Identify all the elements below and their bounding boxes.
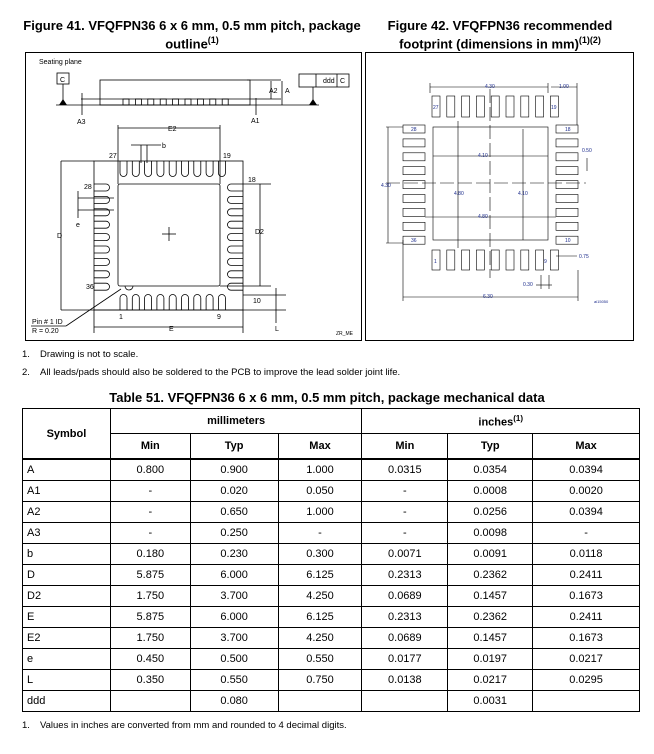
value-cell: 0.0354	[448, 459, 533, 481]
top-lead	[194, 161, 201, 177]
dim-4-80-horizontal: 4.80	[478, 214, 488, 220]
table-row	[23, 691, 640, 712]
label-pin-1: 1	[119, 314, 123, 321]
value-cell: 1.750	[110, 586, 190, 607]
inches-label: inches	[478, 416, 514, 429]
value-cell: 3.700	[190, 586, 278, 607]
table-footnote	[22, 720, 347, 731]
table-title: Table 51. VFQFPN36 6 x 6 mm, 0.5 mm pitch, package mechanical data	[109, 390, 545, 405]
value-cell: 0.550	[278, 649, 362, 670]
value-cell: 0.0177	[362, 649, 448, 670]
value-cell: 0.800	[110, 459, 190, 481]
value-cell: 0.550	[190, 670, 278, 691]
value-cell: -	[362, 502, 448, 523]
left-pad	[403, 181, 425, 189]
value-cell: 6.125	[278, 565, 362, 586]
value-cell: 0.0118	[533, 544, 640, 565]
symbol-cell: ddd	[23, 691, 111, 712]
top-pad	[521, 96, 529, 117]
table-row	[23, 481, 640, 502]
value-cell: 0.0689	[362, 586, 448, 607]
value-cell: 0.0256	[448, 502, 533, 523]
table-row	[23, 586, 640, 607]
top-lead	[218, 161, 225, 177]
right-pad	[556, 139, 578, 147]
left-lead	[94, 246, 110, 253]
label-pin-9: 9	[217, 314, 221, 321]
label-pin1-id: Pin # 1 ID	[32, 319, 63, 326]
right-lead	[228, 209, 244, 216]
side-view-pad	[173, 99, 179, 105]
symbol-cell: A1	[23, 481, 111, 502]
value-cell: 0.230	[190, 544, 278, 565]
value-cell: 0.500	[190, 649, 278, 670]
header-in-typ: Typ	[448, 434, 533, 460]
left-pad	[403, 139, 425, 147]
header-mm-typ: Typ	[190, 434, 278, 460]
bottom-pad	[476, 250, 484, 270]
value-cell	[533, 691, 640, 712]
top-pad	[462, 96, 470, 117]
header-mm-max: Max	[278, 434, 362, 460]
bottom-pad	[447, 250, 455, 270]
bottom-pad	[550, 250, 558, 270]
bottom-lead	[157, 295, 164, 311]
label-seating-plane: Seating plane	[39, 59, 82, 66]
pad-label-1: 1	[434, 259, 437, 265]
value-cell: 0.050	[278, 481, 362, 502]
value-cell: 6.000	[190, 607, 278, 628]
top-lead	[132, 161, 139, 176]
bottom-pad	[506, 250, 514, 270]
label-b: b	[162, 143, 166, 150]
value-cell	[110, 691, 190, 712]
note-1	[22, 349, 138, 360]
top-lead	[157, 161, 164, 177]
note-number: 1.	[22, 349, 30, 360]
pad-label-9: 9	[544, 259, 547, 265]
value-cell: 0.900	[190, 459, 278, 481]
value-cell: 1.000	[278, 502, 362, 523]
value-cell: 0.1457	[448, 586, 533, 607]
top-lead	[145, 161, 152, 177]
top-pad	[491, 96, 499, 117]
table-row	[23, 544, 640, 565]
left-pad	[403, 208, 425, 216]
symbol-cell: b	[23, 544, 111, 565]
top-pad	[536, 96, 544, 117]
value-cell: 0.0394	[533, 502, 640, 523]
left-lead	[94, 221, 110, 228]
value-cell: 0.300	[278, 544, 362, 565]
dim-0-50: 0.50	[582, 148, 592, 154]
value-cell: 0.350	[110, 670, 190, 691]
figure-41-title	[22, 18, 362, 51]
footnote-ref: (1)	[513, 413, 524, 423]
bottom-lead	[145, 295, 152, 311]
bottom-pad	[491, 250, 499, 270]
label-e-pitch: e	[76, 222, 80, 229]
value-cell: 0.0071	[362, 544, 448, 565]
title-line2: footprint (dimensions in mm)	[399, 36, 579, 52]
label-a1: A1	[251, 118, 260, 125]
value-cell: 0.0138	[362, 670, 448, 691]
value-cell: 6.125	[278, 607, 362, 628]
value-cell	[278, 691, 362, 712]
left-lead	[94, 196, 110, 203]
mechanical-data-table	[22, 408, 640, 712]
value-cell: -	[110, 502, 190, 523]
value-cell: 0.0091	[448, 544, 533, 565]
bottom-lead	[194, 295, 201, 311]
bottom-lead	[182, 295, 189, 311]
dim-4-30-left: 4.30	[381, 183, 391, 189]
top-lead	[182, 161, 189, 177]
bottom-pad	[462, 250, 470, 270]
right-pad	[556, 181, 578, 189]
header-millimeters: millimeters	[110, 409, 362, 434]
header-in-min: Min	[362, 434, 448, 460]
top-lead	[206, 161, 213, 177]
value-cell: 0.2362	[448, 607, 533, 628]
symbol-cell: E	[23, 607, 111, 628]
header-symbol: Symbol	[23, 409, 111, 460]
label-a3: A3	[77, 119, 86, 126]
label-e2: E2	[168, 126, 177, 133]
footprint-drawing	[366, 53, 633, 340]
value-cell: -	[110, 523, 190, 544]
value-cell: 4.250	[278, 586, 362, 607]
value-cell: 0.450	[110, 649, 190, 670]
bottom-lead	[169, 295, 176, 311]
value-cell: 6.000	[190, 565, 278, 586]
right-pad	[556, 167, 578, 175]
value-cell: 0.250	[190, 523, 278, 544]
side-view-pad	[222, 99, 228, 105]
value-cell: 4.250	[278, 628, 362, 649]
symbol-cell: D2	[23, 586, 111, 607]
bottom-lead	[132, 295, 139, 310]
bottom-lead	[206, 295, 213, 311]
label-radius: R = 0.20	[32, 328, 59, 335]
side-view-pad	[160, 99, 166, 105]
right-pad	[556, 208, 578, 216]
header-mm-min: Min	[110, 434, 190, 460]
left-pad	[403, 167, 425, 175]
bottom-pad	[536, 250, 544, 270]
title-line1: Figure 41. VFQFPN36 6 x 6 mm, 0.5 mm pitch, package	[23, 18, 361, 33]
side-view-pad	[123, 99, 129, 105]
left-lead	[94, 283, 110, 290]
package-outline-drawing	[26, 53, 361, 340]
left-pad	[403, 153, 425, 161]
value-cell: 5.875	[110, 565, 190, 586]
title-line1: Figure 42. VFQFPN36 recommended	[387, 18, 613, 33]
right-lead	[228, 246, 244, 253]
header-in-max: Max	[533, 434, 640, 460]
label-pin-27: 27	[109, 153, 117, 160]
value-cell: 0.2313	[362, 607, 448, 628]
value-cell: 0.0098	[448, 523, 533, 544]
table-row	[23, 607, 640, 628]
left-pad	[403, 222, 425, 230]
label-a2: A2	[269, 88, 278, 95]
value-cell: 0.650	[190, 502, 278, 523]
footnote-ref: (1)	[207, 35, 219, 45]
right-lead	[228, 234, 244, 241]
dim-4-10-vertical: 4.10	[518, 191, 528, 197]
title-line2: outline	[165, 36, 208, 52]
value-cell: 0.0217	[448, 670, 533, 691]
value-cell: 0.020	[190, 481, 278, 502]
value-cell: 0.0008	[448, 481, 533, 502]
right-lead	[228, 271, 244, 278]
right-lead	[228, 221, 244, 228]
label-e-width: E	[169, 326, 174, 333]
value-cell: 0.2362	[448, 565, 533, 586]
label-l: L	[275, 326, 279, 333]
symbol-cell: A	[23, 459, 111, 481]
label-pin-28: 28	[84, 184, 92, 191]
value-cell: 5.875	[110, 607, 190, 628]
drawing-code: ai15050	[594, 299, 609, 304]
value-cell: 0.0689	[362, 628, 448, 649]
value-cell: 0.2411	[533, 565, 640, 586]
left-lead	[94, 258, 110, 265]
value-cell: -	[533, 523, 640, 544]
right-lead	[228, 283, 244, 290]
table-row	[23, 565, 640, 586]
value-cell: -	[362, 481, 448, 502]
left-lead	[94, 184, 110, 191]
label-datum-c-ref: C	[340, 78, 346, 85]
note-text: Drawing is not to scale.	[40, 349, 139, 360]
value-cell: 0.080	[190, 691, 278, 712]
right-pad	[556, 195, 578, 203]
dim-4-30-top: 4.30	[485, 84, 495, 90]
label-pin-18: 18	[248, 177, 256, 184]
label-pin-19: 19	[223, 153, 231, 160]
pad-label-10: 10	[565, 238, 571, 244]
label-datum-c: C	[60, 77, 66, 84]
top-pad	[476, 96, 484, 117]
value-cell: -	[362, 523, 448, 544]
value-cell: 0.0020	[533, 481, 640, 502]
value-cell: 0.0217	[533, 649, 640, 670]
right-lead	[228, 258, 244, 265]
value-cell: 0.1673	[533, 628, 640, 649]
dim-4-10-horizontal: 4.10	[478, 153, 488, 159]
value-cell: 0.0315	[362, 459, 448, 481]
note-text: All leads/pads should also be soldered to the PCB to improve the lead solder joint life.	[40, 367, 401, 378]
symbol-cell: E2	[23, 628, 111, 649]
dim-0-75: 0.75	[579, 254, 589, 260]
value-cell: 0.0197	[448, 649, 533, 670]
side-view-pad	[135, 99, 141, 105]
value-cell: 0.750	[278, 670, 362, 691]
dim-6-30: 6.30	[483, 294, 493, 300]
top-pad	[447, 96, 455, 117]
footnote-number: 1.	[22, 720, 30, 731]
value-cell: 0.2411	[533, 607, 640, 628]
side-view-pad	[197, 99, 203, 105]
label-drawing-code: ZR_ME	[336, 331, 353, 337]
bottom-lead	[218, 295, 225, 311]
footprint-figure	[365, 52, 634, 341]
pad-label-18: 18	[565, 127, 571, 133]
value-cell: 0.1673	[533, 586, 640, 607]
value-cell: 0.0295	[533, 670, 640, 691]
pad-label-27: 27	[433, 105, 439, 111]
bottom-pad	[521, 250, 529, 270]
header-inches	[362, 409, 640, 434]
value-cell: 1.000	[278, 459, 362, 481]
right-lead	[228, 184, 244, 191]
table-row	[23, 523, 640, 544]
value-cell: 0.0394	[533, 459, 640, 481]
table-row	[23, 649, 640, 670]
label-pin-10: 10	[253, 298, 261, 305]
table-row	[23, 670, 640, 691]
symbol-cell: L	[23, 670, 111, 691]
top-pad	[506, 96, 514, 117]
pad-label-28: 28	[411, 127, 417, 133]
label-pin-36: 36	[86, 284, 94, 291]
value-cell: 0.180	[110, 544, 190, 565]
note-2	[22, 367, 400, 378]
dim-1-00: 1.00	[559, 84, 569, 90]
symbol-cell: D	[23, 565, 111, 586]
dim-4-80-vertical: 4.80	[454, 191, 464, 197]
label-d2: D2	[255, 229, 264, 236]
left-pad	[403, 195, 425, 203]
label-a: A	[285, 88, 290, 95]
note-number: 2.	[22, 367, 30, 378]
package-outline-figure	[25, 52, 362, 341]
value-cell: 1.750	[110, 628, 190, 649]
symbol-cell: A2	[23, 502, 111, 523]
table-row	[23, 459, 640, 481]
footnote-ref: (1)(2)	[578, 35, 601, 45]
figure-42-title	[365, 18, 635, 51]
label-d: D	[57, 233, 63, 240]
right-pad	[556, 153, 578, 161]
table-row	[23, 628, 640, 649]
value-cell: 0.0031	[448, 691, 533, 712]
footnote-text: Values in inches are converted from mm and rounded to 4 decimal digits.	[40, 720, 347, 731]
value-cell: 3.700	[190, 628, 278, 649]
right-lead	[228, 196, 244, 203]
dim-0-30: 0.30	[523, 282, 533, 288]
table-row	[23, 502, 640, 523]
top-lead	[169, 161, 176, 177]
label-ddd: ddd	[323, 78, 335, 85]
pad-label-36: 36	[411, 238, 417, 244]
side-view-pad	[148, 99, 154, 105]
side-view-pad	[210, 99, 216, 105]
bottom-lead	[120, 295, 127, 311]
pad-label-19: 19	[551, 105, 557, 111]
value-cell: -	[110, 481, 190, 502]
left-lead	[94, 234, 110, 241]
left-lead	[94, 271, 110, 278]
symbol-cell: e	[23, 649, 111, 670]
value-cell: -	[278, 523, 362, 544]
value-cell: 0.1457	[448, 628, 533, 649]
symbol-cell: A3	[23, 523, 111, 544]
value-cell	[362, 691, 448, 712]
value-cell: 0.2313	[362, 565, 448, 586]
side-view-pad	[185, 99, 191, 105]
right-pad	[556, 222, 578, 230]
top-lead	[120, 161, 127, 177]
